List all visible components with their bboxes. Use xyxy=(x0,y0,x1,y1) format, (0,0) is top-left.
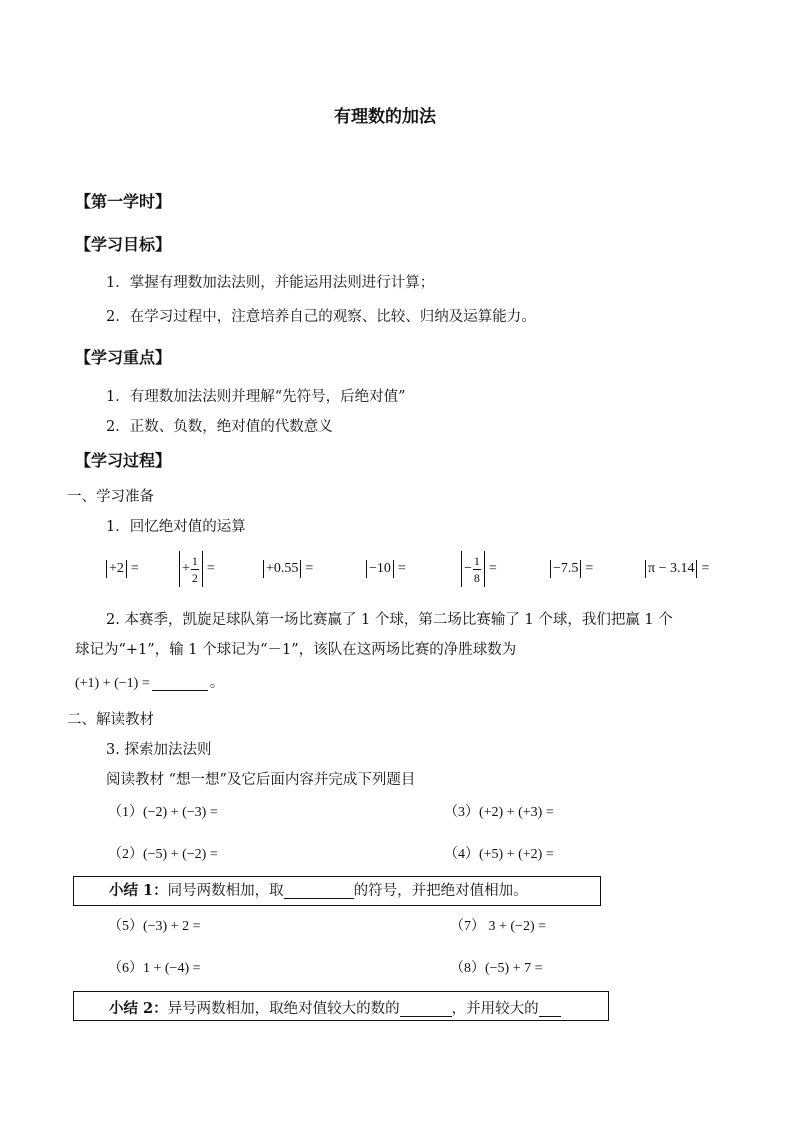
part2-heading: 二、解读教材 xyxy=(67,712,154,728)
exercise-5: （5）(−3) + 2 = xyxy=(108,919,201,934)
keypoint-item-1: 1．有理数加法法则并理解“先符号，后绝对值” xyxy=(106,389,406,405)
exercise-3: （3）(+2) + (+3) = xyxy=(444,805,554,820)
keypoints-heading: 【学习重点】 xyxy=(75,348,172,367)
abs-expr-3: +0.55 = xyxy=(261,560,313,578)
abs-expr-4: −10 = xyxy=(364,560,406,578)
keypoint-item-2: 2．正数、负数，绝对值的代数意义 xyxy=(106,419,333,435)
lesson-heading: 【第一学时】 xyxy=(75,192,172,211)
abs-expr-1: +2 = xyxy=(104,560,139,578)
part2-instruction: 阅读教材 “想一想”及它后面内容并完成下列题目 xyxy=(106,772,416,788)
exercise-4: （4）(+5) + (+2) = xyxy=(444,847,554,862)
part1-heading: 一、学习准备 xyxy=(67,489,154,505)
part1-item-2-line1: 2. 本赛季，凯旋足球队第一场比赛赢了 1 个球，第二场比赛输了 1 个球，我们把赢 1 个 xyxy=(106,612,673,628)
summary-1: 小结 1：同号两数相加，取 的符号，并把绝对值相加。 xyxy=(109,882,528,899)
page-title: 有理数的加法 xyxy=(334,107,436,127)
abs-expr-6: −7.5 = xyxy=(548,560,593,578)
exercise-6: （6）1 + (−4) = xyxy=(108,961,201,976)
part1-item-2-line2: 球记为“+1”，输 1 个球记为“－1”，该队在这两场比赛的净胜球数为 xyxy=(75,642,517,658)
summary-2-blank-1[interactable] xyxy=(400,1016,452,1017)
summary-1-blank[interactable] xyxy=(284,898,354,899)
abs-expr-5: − $\frac{1}{8}$ = xyxy=(459,551,497,587)
abs-expr-7: π − 3.14 = xyxy=(643,560,709,578)
abs-expr-2: + $\frac{1}{2}$ = xyxy=(177,551,215,587)
summary-2: 小结 2：异号两数相加，取绝对值较大的数的 ，并用较大的 xyxy=(109,1002,561,1017)
answer-blank-net-goals[interactable] xyxy=(152,690,208,691)
exercise-8: （8）(−5) + 7 = xyxy=(450,961,543,976)
exercise-7: （7） 3 + (−2) = xyxy=(450,919,547,934)
process-heading: 【学习过程】 xyxy=(75,451,172,470)
objective-item-1: 1．掌握有理数加法法则，并能运用法则进行计算； xyxy=(106,275,435,291)
exercise-1: （1）(−2) + (−3) = xyxy=(108,805,218,820)
summary-2-blank-2[interactable] xyxy=(539,1016,561,1017)
exercise-2: （2）(−5) + (−2) = xyxy=(108,847,218,862)
part1-item-2-answer: (+1) + (−1) = 。 xyxy=(75,675,225,691)
objectives-heading: 【学习目标】 xyxy=(75,235,172,254)
objective-item-2: 2．在学习过程中，注意培养自己的观察、比较、归纳及运算能力。 xyxy=(106,309,536,325)
part1-item-1: 1．回忆绝对值的运算 xyxy=(106,519,246,535)
part2-item-3: 3. 探索加法法则 xyxy=(106,742,212,758)
